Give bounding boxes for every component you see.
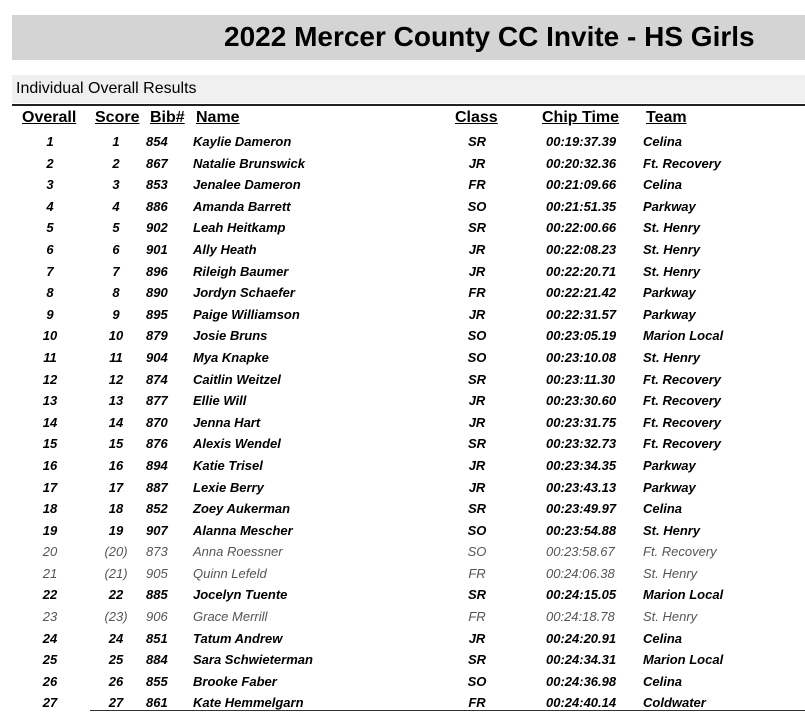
class-cell: SR <box>467 371 487 387</box>
class-cell: JR <box>468 479 486 495</box>
bib-cell: 885 <box>146 587 168 603</box>
name-cell: Jenalee Dameron <box>193 177 301 193</box>
chip-time-cell: 00:24:06.38 <box>546 565 615 581</box>
chip-time-cell: 00:23:10.08 <box>546 349 617 365</box>
team-cell: Celina <box>643 134 683 149</box>
overall-cell: 17 <box>42 479 58 495</box>
bib-cell: 867 <box>146 155 168 171</box>
table-row <box>0 217 805 239</box>
bib-cell: 861 <box>146 695 168 711</box>
table-row <box>0 606 805 628</box>
chip-time-cell: 00:23:31.75 <box>546 414 617 430</box>
bib-cell: 851 <box>146 630 168 646</box>
page-title: 2022 Mercer County CC Invite - HS Girls <box>224 21 755 52</box>
bib-cell: 874 <box>146 371 168 387</box>
name-cell: Kate Hemmelgarn <box>193 695 304 711</box>
name-cell: Katie Trisel <box>193 457 263 473</box>
class-cell: FR <box>468 285 486 301</box>
score-cell: 2 <box>112 155 120 171</box>
bib-cell: 902 <box>146 220 168 236</box>
table-row <box>0 628 805 650</box>
team-cell: St. Henry <box>643 241 701 257</box>
overall-cell: 3 <box>46 177 54 193</box>
score-cell: 4 <box>112 198 120 214</box>
table-row <box>0 325 805 347</box>
class-cell: SR <box>467 501 487 517</box>
team-cell: Ft. Recovery <box>643 436 722 452</box>
chip-time-cell: 00:24:34.31 <box>546 652 617 668</box>
table-row <box>0 563 805 585</box>
class-cell: JR <box>468 630 486 646</box>
team-cell: St. Henry <box>643 609 698 625</box>
name-cell: Mya Knapke <box>193 349 269 365</box>
table-row <box>0 477 805 499</box>
bib-cell: 901 <box>146 241 168 257</box>
name-cell: Jenna Hart <box>193 414 261 430</box>
score-cell: 5 <box>112 220 120 236</box>
column-header-name: Name <box>196 109 240 126</box>
name-cell: Quinn Lefeld <box>193 565 267 581</box>
overall-cell: 16 <box>42 457 58 473</box>
name-cell: Alexis Wendel <box>193 436 281 452</box>
table-row <box>0 649 805 671</box>
bib-cell: 876 <box>146 436 168 452</box>
team-cell: Ft. Recovery <box>643 371 722 387</box>
team-cell: Celina <box>643 501 683 517</box>
class-cell: SO <box>467 328 487 344</box>
score-cell: 12 <box>108 371 124 387</box>
bib-cell: 854 <box>146 134 168 149</box>
bib-cell: 879 <box>146 328 168 344</box>
chip-time-cell: 00:20:32.36 <box>546 155 617 171</box>
bib-cell: 855 <box>146 673 168 689</box>
score-cell: 1 <box>112 134 120 149</box>
table-row <box>0 390 805 412</box>
class-cell: JR <box>468 263 486 279</box>
table-row <box>0 541 805 563</box>
chip-time-cell: 00:22:00.66 <box>546 220 617 236</box>
bib-cell: 895 <box>146 306 168 322</box>
table-row <box>0 498 805 520</box>
team-cell: St. Henry <box>643 263 701 279</box>
score-cell: 10 <box>108 328 124 344</box>
class-cell: JR <box>468 306 486 322</box>
name-cell: Jocelyn Tuente <box>193 587 288 603</box>
score-cell: (20) <box>104 544 128 560</box>
score-cell: 9 <box>112 306 120 322</box>
bib-cell: 907 <box>146 522 168 538</box>
team-cell: Parkway <box>643 285 696 301</box>
score-cell: 8 <box>112 285 120 301</box>
bib-cell: 906 <box>146 609 168 625</box>
chip-time-cell: 00:23:11.30 <box>546 371 616 387</box>
team-cell: Parkway <box>643 479 696 495</box>
score-cell: 19 <box>108 522 124 538</box>
class-cell: SR <box>467 587 487 603</box>
chip-time-cell: 00:23:30.60 <box>546 393 617 409</box>
chip-time-cell: 00:23:58.67 <box>546 544 615 560</box>
score-cell: 7 <box>112 263 120 279</box>
overall-cell: 1 <box>46 134 54 149</box>
name-cell: Ellie Will <box>193 393 247 409</box>
class-cell: SR <box>467 652 487 668</box>
chip-time-cell: 00:22:21.42 <box>546 285 617 301</box>
overall-cell: 23 <box>42 609 58 625</box>
table-row <box>0 304 805 326</box>
name-cell: Josie Bruns <box>193 328 268 344</box>
chip-time-cell: 00:19:37.39 <box>546 134 617 149</box>
class-cell: JR <box>468 457 486 473</box>
bib-cell: 894 <box>146 457 168 473</box>
column-header-overall: Overall <box>22 109 77 126</box>
team-cell: Parkway <box>643 306 696 322</box>
score-cell: 17 <box>108 479 124 495</box>
class-cell: JR <box>468 393 486 409</box>
bib-cell: 904 <box>146 349 168 365</box>
score-cell: 3 <box>112 177 120 193</box>
score-cell: 14 <box>108 414 124 430</box>
name-cell: Kaylie Dameron <box>193 134 292 149</box>
overall-cell: 2 <box>46 155 54 171</box>
table-row <box>0 584 805 606</box>
chip-time-cell: 00:24:40.14 <box>546 695 617 711</box>
team-cell: Celina <box>643 673 683 689</box>
chip-time-cell: 00:23:54.88 <box>546 522 617 538</box>
name-cell: Anna Roessner <box>193 544 283 560</box>
name-cell: Rileigh Baumer <box>193 263 289 279</box>
overall-cell: 25 <box>42 652 58 668</box>
bib-cell: 886 <box>146 198 168 214</box>
overall-cell: 18 <box>42 501 58 517</box>
name-cell: Amanda Barrett <box>193 198 291 214</box>
table-row <box>0 196 805 218</box>
bib-cell: 853 <box>146 177 168 193</box>
name-cell: Sara Schwieterman <box>193 652 313 668</box>
team-cell: Coldwater <box>643 695 706 711</box>
chip-time-cell: 00:22:20.71 <box>546 263 617 279</box>
score-cell: 15 <box>108 436 124 452</box>
bib-cell: 890 <box>146 285 168 301</box>
table-row <box>0 261 805 283</box>
table-row <box>0 671 805 693</box>
table-row <box>0 369 805 391</box>
score-cell: (23) <box>104 609 128 625</box>
name-cell: Alanna Mescher <box>193 522 293 538</box>
overall-cell: 26 <box>42 673 58 689</box>
overall-cell: 6 <box>46 241 54 257</box>
bib-cell: 852 <box>146 501 168 517</box>
overall-cell: 9 <box>46 306 54 322</box>
team-cell: St. Henry <box>643 522 701 538</box>
score-cell: 11 <box>109 349 123 365</box>
name-cell: Lexie Berry <box>193 479 264 495</box>
name-cell: Natalie Brunswick <box>193 155 305 171</box>
chip-time-cell: 00:23:49.97 <box>546 501 617 517</box>
overall-cell: 8 <box>46 285 54 301</box>
column-header-chip-time: Chip Time <box>542 109 620 126</box>
bib-cell: 873 <box>146 544 168 560</box>
score-cell: 18 <box>108 501 124 517</box>
class-cell: FR <box>468 609 486 625</box>
name-cell: Leah Heitkamp <box>193 220 286 236</box>
class-cell: FR <box>468 565 486 581</box>
score-cell: 27 <box>108 695 124 711</box>
table-row <box>0 282 805 304</box>
header-divider <box>12 104 805 106</box>
overall-cell: 5 <box>46 220 54 236</box>
team-cell: Ft. Recovery <box>643 544 717 560</box>
name-cell: Ally Heath <box>193 241 257 257</box>
results-table <box>0 131 805 714</box>
chip-time-cell: 00:23:32.73 <box>546 436 617 452</box>
bib-cell: 896 <box>146 263 168 279</box>
column-header-team: Team <box>646 109 687 126</box>
team-cell: Marion Local <box>643 587 724 603</box>
name-cell: Brooke Faber <box>193 673 277 689</box>
table-row <box>0 433 805 455</box>
chip-time-cell: 00:24:18.78 <box>546 609 615 625</box>
class-cell: FR <box>468 177 486 193</box>
class-cell: SR <box>467 134 487 149</box>
table-row <box>0 455 805 477</box>
overall-cell: 15 <box>42 436 58 452</box>
name-cell: Grace Merrill <box>193 609 268 625</box>
table-row <box>0 153 805 175</box>
team-cell: Ft. Recovery <box>643 393 722 409</box>
team-cell: St. Henry <box>643 349 701 365</box>
column-header-class: Class <box>455 109 498 126</box>
team-cell: Marion Local <box>643 652 724 668</box>
chip-time-cell: 00:21:51.35 <box>546 198 617 214</box>
table-row <box>0 174 805 196</box>
score-cell: 25 <box>108 652 124 668</box>
chip-time-cell: 00:23:05.19 <box>546 328 617 344</box>
chip-time-cell: 00:24:20.91 <box>546 630 617 646</box>
class-cell: SR <box>467 220 487 236</box>
chip-time-cell: 00:23:34.35 <box>546 457 617 473</box>
chip-time-cell: 00:24:15.05 <box>546 587 617 603</box>
bib-cell: 877 <box>146 393 168 409</box>
overall-cell: 13 <box>42 393 58 409</box>
team-cell: Parkway <box>643 457 696 473</box>
name-cell: Paige Williamson <box>193 306 300 322</box>
class-cell: SO <box>467 544 487 560</box>
overall-cell: 4 <box>46 198 54 214</box>
score-cell: 22 <box>108 587 124 603</box>
class-cell: JR <box>468 241 486 257</box>
team-cell: Celina <box>643 177 683 193</box>
team-cell: Ft. Recovery <box>643 414 722 430</box>
score-cell: 24 <box>108 630 124 646</box>
overall-cell: 14 <box>42 414 58 430</box>
column-header-bib: Bib# <box>150 109 185 126</box>
class-cell: SO <box>467 198 487 214</box>
class-cell: SO <box>467 673 487 689</box>
team-cell: Ft. Recovery <box>643 155 722 171</box>
overall-cell: 21 <box>42 565 58 581</box>
team-cell: St. Henry <box>643 220 701 236</box>
score-cell: 26 <box>108 673 124 689</box>
chip-time-cell: 00:22:08.23 <box>546 241 617 257</box>
team-cell: St. Henry <box>643 565 698 581</box>
table-row <box>0 131 805 153</box>
bib-cell: 905 <box>146 565 168 581</box>
score-cell: 16 <box>108 457 124 473</box>
name-cell: Caitlin Weitzel <box>193 371 281 387</box>
table-row <box>0 412 805 434</box>
overall-cell: 12 <box>42 371 58 387</box>
chip-time-cell: 00:22:31.57 <box>546 306 617 322</box>
score-cell: 6 <box>112 241 120 257</box>
score-cell: (21) <box>104 565 128 581</box>
chip-time-cell: 00:21:09.66 <box>546 177 617 193</box>
overall-cell: 11 <box>43 349 57 365</box>
bib-cell: 887 <box>146 479 168 495</box>
name-cell: Jordyn Schaefer <box>193 285 295 301</box>
chip-time-cell: 00:23:43.13 <box>546 479 617 495</box>
class-cell: JR <box>468 414 486 430</box>
results-subtitle: Individual Overall Results <box>16 80 197 97</box>
bottom-divider <box>90 710 805 711</box>
chip-time-cell: 00:24:36.98 <box>546 673 617 689</box>
overall-cell: 7 <box>46 263 54 279</box>
overall-cell: 20 <box>42 544 58 560</box>
table-row <box>0 239 805 261</box>
bib-cell: 884 <box>146 652 168 668</box>
team-cell: Marion Local <box>643 328 724 344</box>
bib-cell: 870 <box>146 414 168 430</box>
overall-cell: 24 <box>42 630 58 646</box>
class-cell: FR <box>468 695 486 711</box>
class-cell: SR <box>467 436 487 452</box>
overall-cell: 10 <box>42 328 58 344</box>
class-cell: SO <box>467 522 487 538</box>
class-cell: JR <box>468 155 486 171</box>
team-cell: Parkway <box>643 198 696 214</box>
score-cell: 13 <box>108 393 124 409</box>
overall-cell: 22 <box>42 587 58 603</box>
team-cell: Celina <box>643 630 683 646</box>
table-row <box>0 520 805 542</box>
overall-cell: 19 <box>42 522 58 538</box>
overall-cell: 27 <box>42 695 58 711</box>
table-row <box>0 347 805 369</box>
name-cell: Tatum Andrew <box>193 630 283 646</box>
name-cell: Zoey Aukerman <box>193 501 291 517</box>
class-cell: SO <box>467 349 487 365</box>
column-header-score: Score <box>95 109 140 126</box>
